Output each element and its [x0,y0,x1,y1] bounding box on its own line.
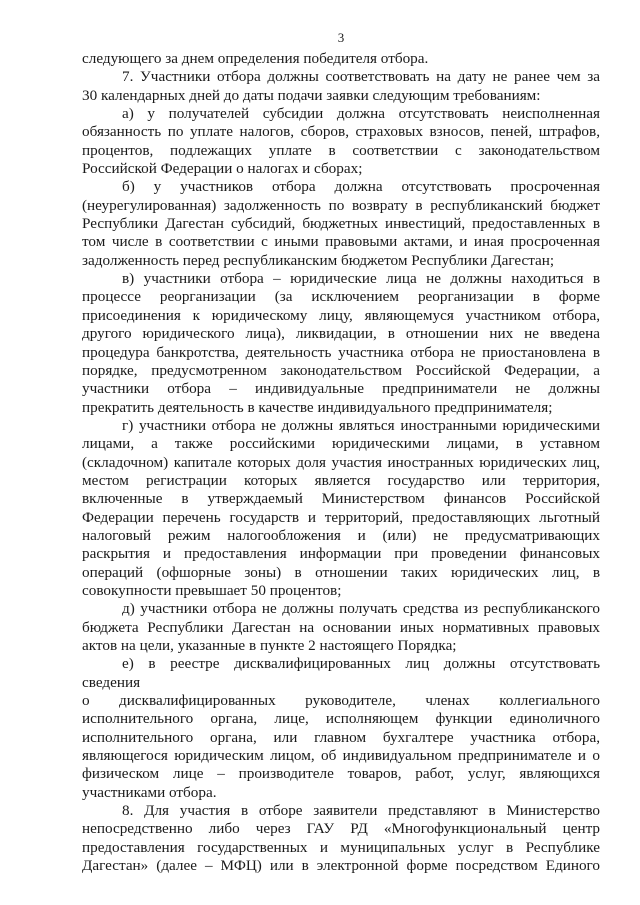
text-line: Федерации перечень государств и территорий, предоставляющих льготный [82,508,600,526]
page-number: 3 [337,30,345,45]
text-line: предоставления государственных и муниципальных услуг в Республике [82,838,600,856]
text-line: включенные в утверждаемый Министерством финансов Российской [82,490,600,508]
text-line: б) у участников отбора должна отсутствовать просроченная [122,178,600,196]
text-line: являющегося юридическим лицом, об индивидуальном предпринимателе и о [82,747,600,765]
text-line: физическом лице – производителе товаров, работ, услуг, являющихся [82,765,600,783]
text-line: 8. Для участия в отборе заявители представляют в Министерство [122,802,600,820]
text-line: раскрытия и предоставления информации при проведении финансовых [82,545,600,563]
text-line: налоговый режим налогообложения и (или) не предусматривающих [82,526,600,544]
text-line: участниками отбора. [82,783,217,801]
text-line: порядке, предусмотренном законодательством Российской Федерации, а [82,361,600,379]
text-line: сведения [82,673,141,691]
text-line: д) участники отбора не должны получать средства из республиканского [122,600,600,618]
text-line: процедура банкротства, деятельность участника отбора не приостановлена в [82,343,600,361]
text-line: исполнительного органа, лице, исполняющем функции единоличного [82,710,600,728]
text-line: лицами, а также российскими юридическими лицами, в уставном [82,435,600,453]
text-line: исполнительного органа, или главном бухгалтере участника отбора, [82,728,600,746]
text-line: Российской Федерации о налогах и сборах; [82,160,363,178]
text-line: Республики Дагестан субсидий, бюджетных инвестиций, предоставленных в [82,215,600,233]
text-line: следующего за днем определения победителя отбора. [82,50,429,67]
text-line: операций (офшорные зоны) в отношении таких юридических лиц, в [82,563,600,581]
text-line: Дагестан» (далее – МФЦ) или в электронной форме посредством Единого [82,857,600,875]
text-line: процессе реорганизации (за исключением реорганизации в форме [82,288,600,306]
text-line: участники отбора – индивидуальные предприниматели не должны [82,380,600,398]
text-line: е) в реестре дисквалифицированных лиц должны отсутствовать [122,655,600,673]
text-line: г) участники отбора не должны являться иностранными юридическими [122,416,600,434]
text-line: о дисквалифицированных руководителе, членах коллегиального [82,692,600,710]
text-line: задолженность перед республиканским бюджетом Республики Дагестан; [82,251,555,269]
text-line: процентов, подлежащих уплате в соответствии с законодательством [82,141,600,159]
text-line: другого юридического лица), ликвидации, в отношении них не введена [82,325,600,343]
text-line: (неурегулированная) задолженность по возврату в республиканский бюджет [82,196,600,214]
text-line: а) у получателей субсидии должна отсутствовать неисполненная [122,105,600,123]
text-line: совокупности превышает 50 процентов; [82,581,342,599]
text-line: 7. Участники отбора должны соответствовать на дату не ранее чем за [122,68,600,86]
text-line: присоединения к юридическому лицу, являющемуся участником отбора, [82,306,600,324]
text-line: актов на цели, указанные в пункте 2 настоящего Порядка; [82,637,457,654]
text-line: непосредственно либо через ГАУ РД «Многофункциональный центр [82,820,600,838]
text-line: прекратить деятельность в качестве индивидуального предпринимателя; [82,398,553,416]
text-line: обязанность по уплате налогов, сборов, страховых взносов, пеней, штрафов, [82,123,600,141]
text-line: местом регистрации которых является государство или территория, [82,471,600,489]
text-line: том числе в соответствии с иными правовыми актами, и иная просроченная [82,233,600,251]
document-body [82,50,600,875]
text-line: бюджета Республики Дагестан на основании иных нормативных правовых [82,618,600,636]
text-line: 30 календарных дней до даты подачи заявки следующим требованиям: [82,86,541,104]
text-line: (складочном) капитале которых доля участия иностранных юридических лиц, [82,453,600,471]
text-line: в) участники отбора – юридические лица не должны находиться в [122,270,600,288]
